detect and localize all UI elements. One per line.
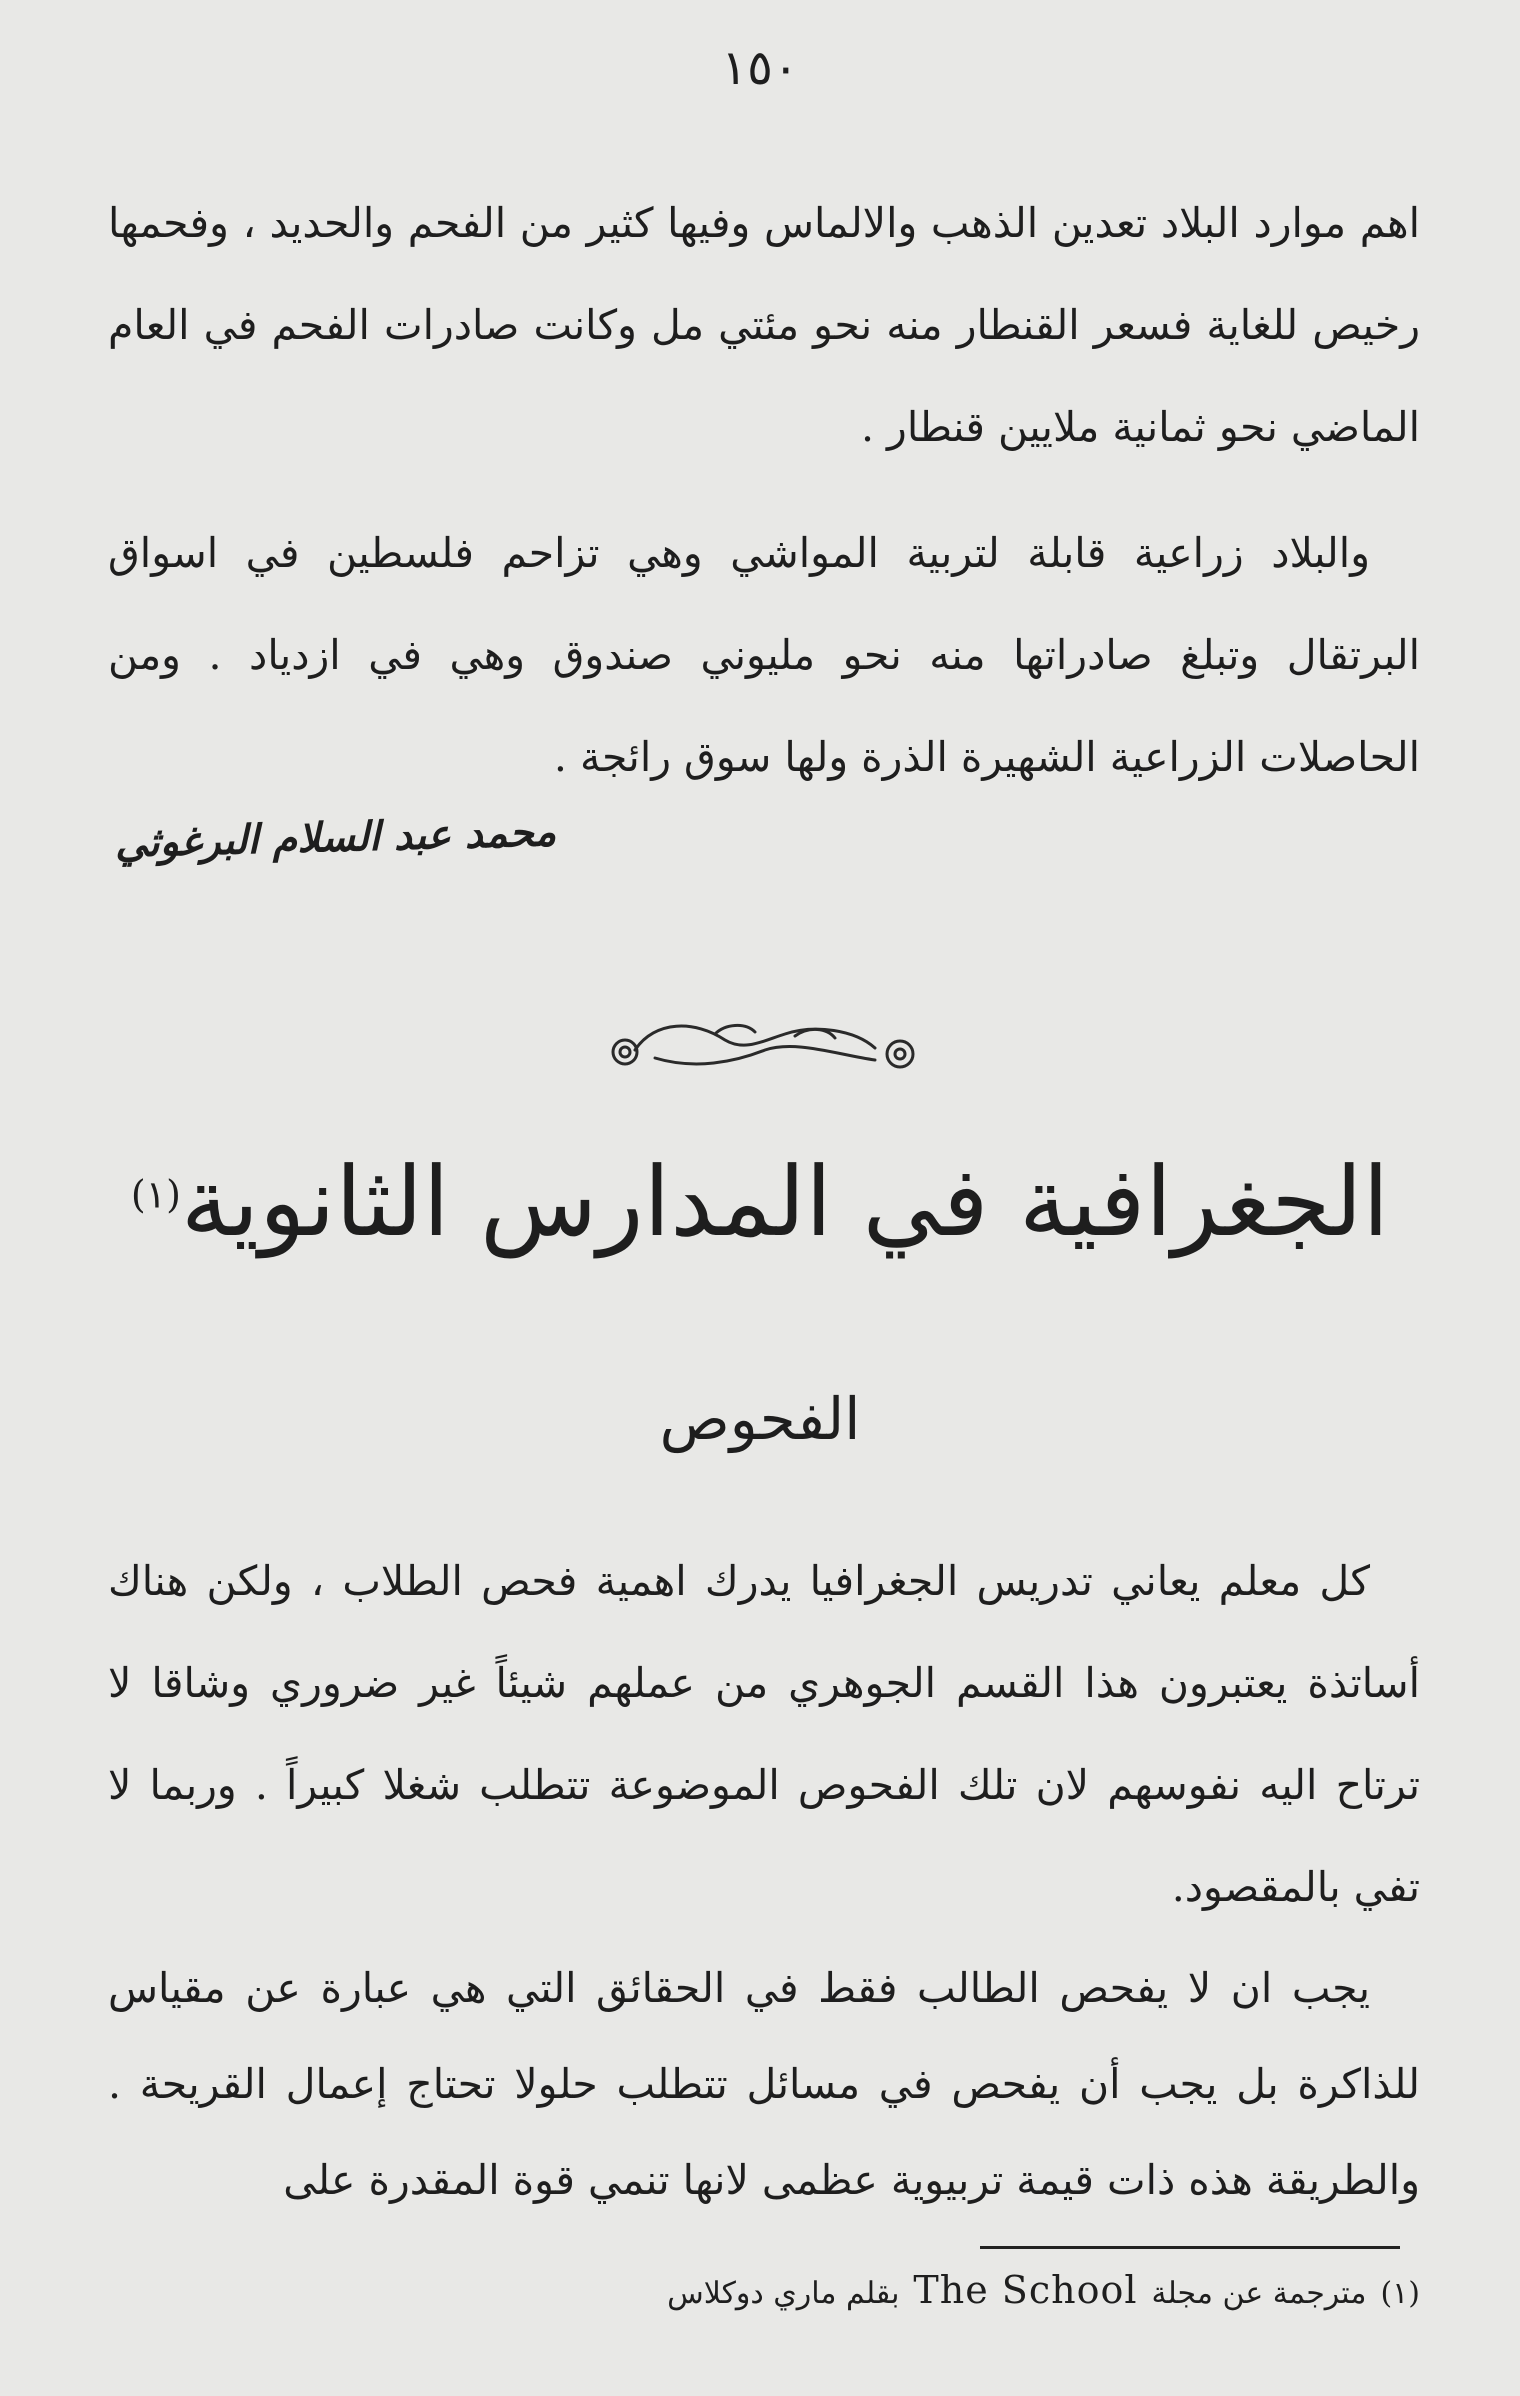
page-number: ١٥٠ bbox=[721, 40, 799, 96]
text-block-top-2 bbox=[108, 502, 1420, 808]
paragraph-mineral-resources: اهم موارد البلاد تعدين الذهب والالماس وفيها كثير من الفحم والحديد ، وفحمها رخيص للغاية فسعر القنطار منه نحو مئتي مل وكانت صادرات الفحم في العام الماضي نحو ثمانية ملايين قنطار . bbox=[108, 199, 1420, 451]
footnote bbox=[667, 2268, 1420, 2312]
author-signature: محمد عبد السلام البرغوثي bbox=[114, 809, 557, 867]
footnote-prefix: مترجمة عن مجلة bbox=[1151, 2276, 1367, 2311]
article-title bbox=[0, 1145, 1520, 1260]
text-block-top-1 bbox=[108, 172, 1420, 478]
text-block-article-1 bbox=[108, 1530, 1420, 1938]
footnote-divider bbox=[980, 2246, 1400, 2249]
footnote-journal-name: The School bbox=[913, 2268, 1138, 2312]
footnote-marker: (١) bbox=[1380, 2276, 1420, 2311]
article-title-text: الجغرافية في المدارس الثانوية bbox=[180, 1146, 1390, 1258]
footnote-suffix: بقلم ماري دوكلاس bbox=[667, 2276, 900, 2311]
text-block-article-2 bbox=[108, 1940, 1420, 2228]
section-divider-ornament-icon bbox=[595, 1010, 935, 1090]
paragraph-teachers-exams: كل معلم يعاني تدريس الجغرافيا يدرك اهمية فحص الطلاب ، ولكن هناك أساتذة يعتبرون هذا القسم الجوهري من عملهم شيئاً غير ضروري وشاقا لا ترتاح اليه نفوسهم لان تلك الفحوص الموضوعة تتطلب شغلا كبيراً . وربما لا تفي بالمقصود. bbox=[108, 1557, 1420, 1911]
paragraph-exam-method: يجب ان لا يفحص الطالب فقط في الحقائق التي هي عبارة عن مقياس للذاكرة بل يجب أن يفحص في مسائل تتطلب حلولا تحتاج إعمال القريحة . والطريقة هذه ذات قيمة تربيوية عظمى لانها تنمي قوة المقدرة على bbox=[108, 1964, 1420, 2204]
paragraph-agriculture: والبلاد زراعية قابلة لتربية المواشي وهي تزاحم فلسطين في اسواق البرتقال وتبلغ صادراتها منه نحو مليوني صندوق وهي في ازدياد . ومن الحاصلات الزراعية الشهيرة الذرة ولها سوق رائجة . bbox=[108, 529, 1420, 781]
title-footnote-marker: (١) bbox=[130, 1172, 181, 1217]
article-subtitle: الفحوص bbox=[659, 1385, 861, 1453]
